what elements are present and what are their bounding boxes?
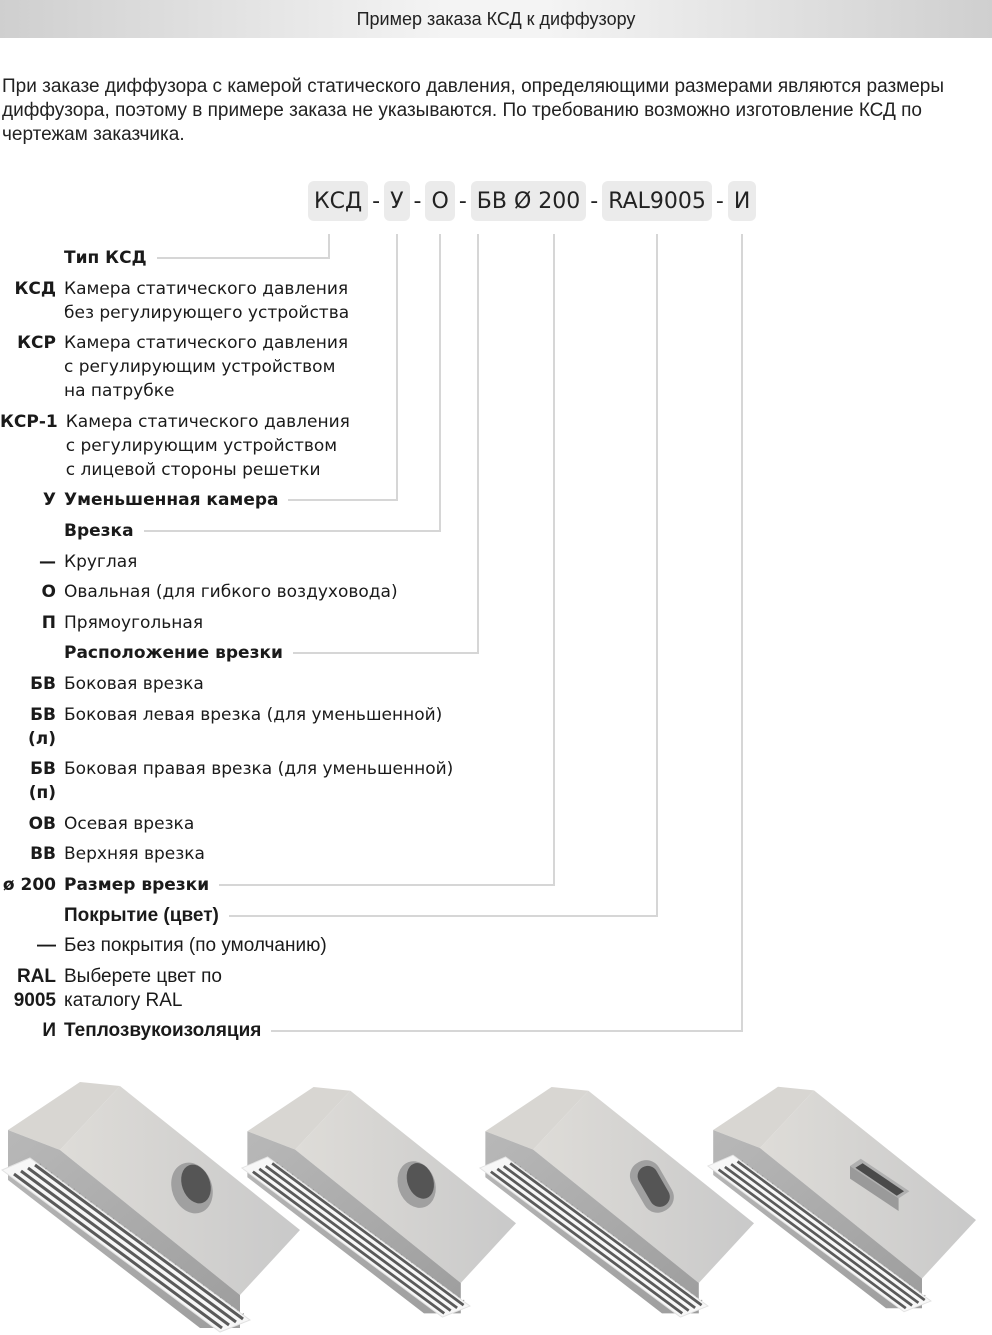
legend-code: БВ (п) [28, 759, 56, 804]
legend-description: Боковая правая врезка (для уменьшенной) [64, 759, 454, 780]
chamber-reduced-rect-spigot [708, 1087, 976, 1312]
legend-description: Выберете цвет по каталогу RAL [64, 965, 222, 1011]
legend-code: И [42, 1020, 56, 1042]
legend-row [0, 641, 560, 665]
code-segment-type: КСД [308, 181, 368, 221]
legend-row [0, 873, 560, 897]
legend-description: Камера статического давления с регулирующим устройством с лицевой стороны решетки [65, 411, 350, 480]
legend-row [0, 246, 560, 270]
legend-description: Круглая [64, 551, 138, 572]
legend-row [0, 331, 560, 403]
chamber-reduced-round-spigot [242, 1087, 516, 1317]
legend-code: — [37, 935, 56, 957]
legend-row [0, 904, 560, 928]
legend-code: ОВ [28, 813, 56, 834]
legend-code: КСР [17, 333, 56, 354]
legend-code: У [42, 490, 56, 511]
legend-heading: Покрытие (цвет) [64, 904, 219, 926]
legend-code: КСД [14, 278, 56, 299]
legend-row [0, 580, 560, 604]
code-segment-position-size: БВ Ø 200 [471, 181, 586, 221]
legend-row [0, 934, 560, 958]
legend-row [0, 842, 560, 866]
legend-row [0, 965, 560, 1013]
legend-heading: Уменьшенная камера [64, 490, 279, 511]
legend-code: П [41, 612, 56, 633]
section-title: Пример заказа КСД к диффузору [356, 8, 636, 29]
legend-heading: Размер врезки [64, 874, 210, 895]
code-segment-insulation: И [728, 181, 756, 221]
legend-row [0, 550, 560, 574]
code-segment-reduced: У [384, 181, 409, 221]
legend-row [0, 757, 560, 805]
code-separator: - [458, 188, 467, 214]
legend-description: Овальная (для гибкого воздуховода) [64, 582, 398, 603]
code-separator: - [590, 188, 599, 214]
code-separator: - [372, 188, 381, 214]
legend-description: Осевая врезка [64, 813, 195, 834]
code-separator: - [413, 188, 422, 214]
code-segment-color: RAL9005 [602, 181, 712, 221]
legend-code: — [39, 551, 56, 572]
legend-code: БВ (л) [28, 704, 56, 749]
chamber-large-round-spigot [2, 1082, 300, 1332]
order-code-legend [0, 246, 560, 1050]
code-separator: - [715, 188, 724, 214]
intro-paragraph: При заказе диффузора с камерой статического давления, определяющими размерами являются размеры диффузора, поэтому в примере заказа не указываются. По требованию возможно изготовление КСД по чертежам заказчика. [2, 76, 945, 145]
legend-description: Боковая врезка [64, 673, 204, 694]
legend-heading: Расположение врезки [64, 643, 283, 664]
legend-code: О [41, 582, 56, 603]
legend-row [0, 1019, 560, 1043]
section-header [0, 0, 992, 38]
legend-description: Прямоугольная [64, 612, 204, 633]
product-illustrations [0, 1070, 992, 1335]
legend-heading: Теплозвукоизоляция [64, 1020, 262, 1042]
legend-row [0, 703, 560, 751]
legend-description: Камера статического давления без регулирующего устройства [64, 278, 350, 323]
legend-row [0, 611, 560, 635]
legend-code: БВ [30, 673, 56, 694]
legend-heading: Тип КСД [64, 248, 147, 268]
legend-description: Боковая левая врезка (для уменьшенной) [64, 704, 443, 725]
legend-description: Без покрытия (по умолчанию) [64, 935, 327, 957]
legend-description: Камера статического давления с регулирующим устройством на патрубке [64, 333, 349, 402]
legend-code: RAL 9005 [13, 965, 56, 1011]
legend-description: Верхняя врезка [64, 844, 205, 865]
legend-row [0, 488, 560, 512]
legend-row [0, 812, 560, 836]
legend-code: ø 200 [2, 874, 56, 895]
legend-heading: Врезка [64, 520, 134, 541]
legend-row [0, 672, 560, 696]
legend-row [0, 519, 560, 543]
legend-code: ВВ [30, 844, 56, 865]
legend-code: КСР-1 [0, 411, 58, 432]
code-segment-spigot: О [425, 181, 454, 221]
legend-row [0, 277, 560, 325]
chamber-reduced-oval-spigot [480, 1087, 754, 1317]
order-code-example [308, 181, 756, 221]
legend-row [0, 410, 560, 482]
